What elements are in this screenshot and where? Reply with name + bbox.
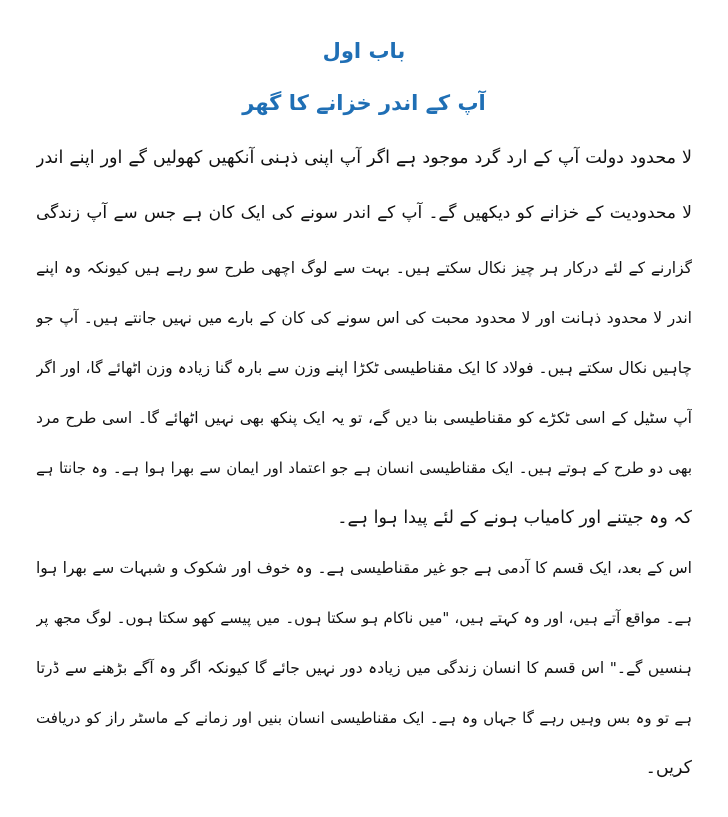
chapter-heading: باب اول: [322, 39, 406, 63]
paragraph-2-line-1: اس کے بعد، ایک قسم کا آدمی ہے جو غیر مقناطیسی ہے۔ وہ خوف اور شکوک و شبہات سے بھرا ہوا: [36, 559, 692, 577]
paragraph-1-line-1: لا محدود دولت آپ کے ارد گرد موجود ہے اگر آپ اپنی ذہنی آنکھیں کھولیں گے اور اپنے اندر: [36, 148, 692, 168]
paragraph-1-line-4: اندر لا محدود ذہانت اور لا محدود محبت کی اس سونے کی کان کے بارے میں نہیں جانتے ہیں۔ آپ جو: [36, 309, 692, 327]
paragraph-1-line-3: گزارنے کے لئے درکار ہر چیز نکال سکتے ہیں۔ بہت سے لوگ اچھی طرح سو رہے ہیں کیونکہ وہ اپنے: [36, 259, 692, 277]
paragraph-1-line-7: بھی دو طرح کے ہوتے ہیں۔ ایک مقناطیسی انسان ہے جو اعتماد اور ایمان سے بھرا ہوا ہے۔ وہ جانتا ہے: [36, 459, 692, 477]
chapter-subtitle: آپ کے اندر خزانے کا گھر: [242, 91, 486, 115]
paragraph-2-line-4: ہے تو وہ بس وہیں رہے گا جہاں وہ ہے۔ ایک مقناطیسی انسان بنیں اور زمانے کے ماسٹر راز کو دریافت: [36, 709, 692, 727]
paragraph-1-line-8: کہ وہ جیتنے اور کامیاب ہونے کے لئے پیدا ہوا ہے۔: [337, 508, 692, 528]
paragraph-1-line-2: لا محدودیت کے خزانے کو دیکھیں گے۔ آپ کے اندر سونے کی ایک کان ہے جس سے آپ زندگی: [36, 203, 692, 223]
paragraph-2-line-5: کریں۔: [645, 758, 692, 778]
paragraph-2-line-3: ہنسیں گے۔" اس قسم کا انسان زندگی میں زیادہ دور نہیں جائے گا کیونکہ اگر وہ آگے بڑھنے سے ڈرتا: [36, 659, 692, 677]
paragraph-1-line-6: آپ سٹیل کے اسی ٹکڑے کو مقناطیسی بنا دیں گے، تو یہ ایک پنکھ بھی نہیں اٹھائے گا۔ اسی طرح مرد: [36, 409, 692, 427]
paragraph-1-line-5: چاہیں نکال سکتے ہیں۔ فولاد کا ایک مقناطیسی ٹکڑا اپنے وزن سے بارہ گنا زیادہ وزن اٹھائے گا، اور اگر: [36, 359, 692, 377]
paragraph-2-line-2: ہے۔ مواقع آتے ہیں، اور وہ کہتے ہیں، "میں ناکام ہو سکتا ہوں۔ میں پیسے کھو سکتا ہوں۔ لوگ مجھ پر: [36, 609, 692, 627]
